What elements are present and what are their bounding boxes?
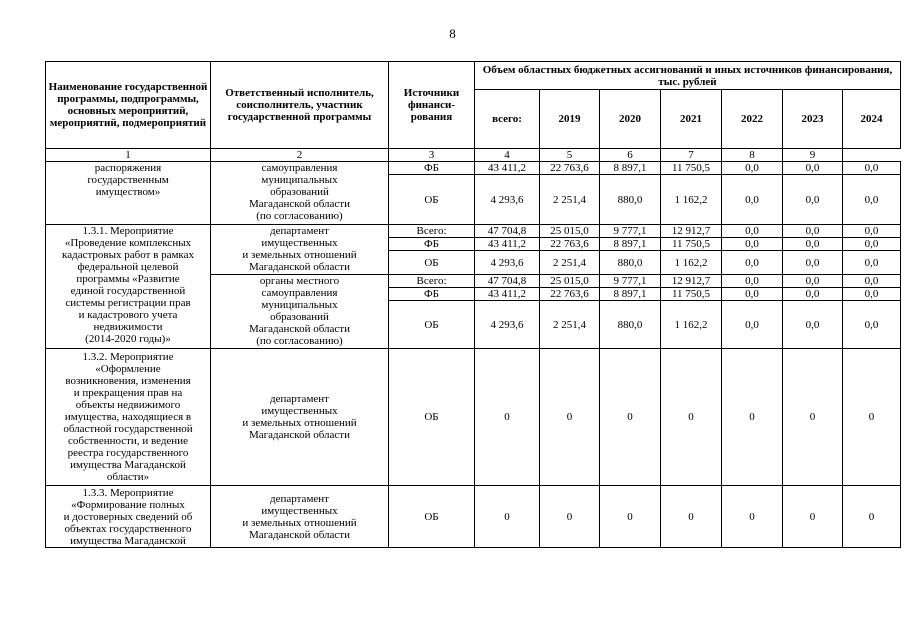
source-cell: ОБ [389, 251, 475, 275]
header-year: 2020 [600, 90, 661, 149]
value-cell: 4 293,6 [475, 251, 540, 275]
value-cell: 0 [843, 349, 901, 486]
value-cell: 0,0 [843, 225, 901, 238]
header-row [46, 62, 901, 90]
value-cell: 12 912,7 [661, 275, 722, 288]
value-cell: 0 [661, 486, 722, 548]
value-cell: 0 [661, 349, 722, 486]
program-name: 1.3.2. Мероприятие «Оформление возникновения, изменения и прекращения прав на объекты недвижимого имущества, находящиеся в областной государственной собственности, и ведение реестра государственного имущества Магаданской области» [46, 349, 211, 486]
value-cell: 0 [843, 486, 901, 548]
value-cell: 0,0 [843, 275, 901, 288]
value-cell: 880,0 [600, 301, 661, 349]
value-cell: 0,0 [783, 301, 843, 349]
value-cell: 2 251,4 [540, 301, 600, 349]
value-cell: 0,0 [722, 301, 783, 349]
value-cell: 11 750,5 [661, 238, 722, 251]
value-cell: 2 251,4 [540, 251, 600, 275]
table-row [46, 162, 901, 175]
value-cell: 880,0 [600, 251, 661, 275]
index-row [46, 149, 901, 162]
header-year: 2024 [843, 90, 901, 149]
value-cell: 2 251,4 [540, 175, 600, 225]
header-name: Наименование государственной программы, подпрограммы, основных мероприятий, мероприятий, подмероприятий [46, 62, 211, 149]
header-total: всего: [475, 90, 540, 149]
value-cell: 0 [600, 349, 661, 486]
index-cell: 5 [540, 149, 600, 162]
index-cell: 2 [211, 149, 389, 162]
value-cell: 0,0 [722, 175, 783, 225]
value-cell: 0,0 [843, 301, 901, 349]
program-name: 1.3.1. Мероприятие «Проведение комплексных кадастровых работ в рамках федеральной целевой программы «Развитие единой государственной системы регистрации прав и кадастрового учета недвижимости (2014-2020 годы)» [46, 225, 211, 349]
executor: департамент имущественных и земельных отношений Магаданской области [211, 225, 389, 275]
value-cell: 0 [540, 349, 600, 486]
executor: департамент имущественных и земельных отношений Магаданской области [211, 486, 389, 548]
value-cell: 0,0 [722, 225, 783, 238]
value-cell: 0 [475, 486, 540, 548]
value-cell: 0,0 [843, 175, 901, 225]
value-cell: 1 162,2 [661, 175, 722, 225]
header-year: 2022 [722, 90, 783, 149]
page-number: 8 [449, 26, 456, 41]
table-row [46, 349, 901, 486]
value-cell: 0,0 [843, 238, 901, 251]
header-year: 2023 [783, 90, 843, 149]
index-cell: 9 [783, 149, 843, 162]
budget-table [45, 61, 901, 548]
index-cell: 3 [389, 149, 475, 162]
value-cell: 0,0 [783, 288, 843, 301]
value-cell: 0,0 [722, 275, 783, 288]
header-volume: Объем областных бюджетных ассигнований и иных источников финансирования, тыс. рублей [475, 62, 901, 90]
source-cell: ФБ [389, 238, 475, 251]
value-cell: 11 750,5 [661, 288, 722, 301]
value-cell: 12 912,7 [661, 225, 722, 238]
source-cell: ФБ [389, 162, 475, 175]
value-cell: 9 777,1 [600, 275, 661, 288]
value-cell: 0,0 [722, 251, 783, 275]
value-cell: 47 704,8 [475, 225, 540, 238]
executor: самоуправления муниципальных образований Магаданской области (по согласованию) [211, 162, 389, 225]
source-cell: ОБ [389, 486, 475, 548]
value-cell: 0 [722, 486, 783, 548]
executor: департамент имущественных и земельных отношений Магаданской области [211, 349, 389, 486]
value-cell: 22 763,6 [540, 238, 600, 251]
program-name: распоряжения государственным имуществом» [46, 162, 211, 225]
value-cell: 43 411,2 [475, 238, 540, 251]
source-cell: Всего: [389, 275, 475, 288]
table-row [46, 486, 901, 548]
value-cell: 0,0 [722, 238, 783, 251]
index-cell: 8 [722, 149, 783, 162]
source-cell: ОБ [389, 349, 475, 486]
value-cell: 4 293,6 [475, 301, 540, 349]
header-year: 2021 [661, 90, 722, 149]
index-cell: 1 [46, 149, 211, 162]
value-cell: 25 015,0 [540, 225, 600, 238]
value-cell: 0,0 [783, 275, 843, 288]
index-cell: 6 [600, 149, 661, 162]
value-cell: 43 411,2 [475, 162, 540, 175]
value-cell: 0 [722, 349, 783, 486]
source-cell: ФБ [389, 288, 475, 301]
header-source: Источники финанси-рования [389, 62, 475, 149]
index-cell: 4 [475, 149, 540, 162]
executor: органы местного самоуправления муниципальных образований Магаданской области (по согласованию) [211, 275, 389, 349]
value-cell: 0,0 [783, 225, 843, 238]
value-cell: 47 704,8 [475, 275, 540, 288]
source-cell: ОБ [389, 175, 475, 225]
value-cell: 8 897,1 [600, 288, 661, 301]
value-cell: 1 162,2 [661, 301, 722, 349]
table-row [46, 225, 901, 238]
source-cell: Всего: [389, 225, 475, 238]
value-cell: 22 763,6 [540, 162, 600, 175]
value-cell: 8 897,1 [600, 162, 661, 175]
value-cell: 25 015,0 [540, 275, 600, 288]
value-cell: 0,0 [843, 288, 901, 301]
value-cell: 0 [600, 486, 661, 548]
value-cell: 0,0 [843, 251, 901, 275]
value-cell: 0 [783, 486, 843, 548]
value-cell: 0,0 [722, 162, 783, 175]
value-cell: 0,0 [783, 238, 843, 251]
value-cell: 9 777,1 [600, 225, 661, 238]
source-cell: ОБ [389, 301, 475, 349]
value-cell: 0 [540, 486, 600, 548]
value-cell: 1 162,2 [661, 251, 722, 275]
header-year: 2019 [540, 90, 600, 149]
program-name: 1.3.3. Мероприятие «Формирование полных и достоверных сведений об объектах государственного имущества Магаданской [46, 486, 211, 548]
value-cell: 0 [475, 349, 540, 486]
value-cell: 0,0 [722, 288, 783, 301]
value-cell: 0,0 [783, 162, 843, 175]
value-cell: 0,0 [843, 162, 901, 175]
value-cell: 0,0 [783, 175, 843, 225]
value-cell: 22 763,6 [540, 288, 600, 301]
value-cell: 43 411,2 [475, 288, 540, 301]
value-cell: 8 897,1 [600, 238, 661, 251]
value-cell: 4 293,6 [475, 175, 540, 225]
value-cell: 0 [783, 349, 843, 486]
header-executor: Ответственный исполнитель, соисполнитель, участник государственной программы [211, 62, 389, 149]
value-cell: 11 750,5 [661, 162, 722, 175]
value-cell: 0,0 [783, 251, 843, 275]
value-cell: 880,0 [600, 175, 661, 225]
index-cell: 7 [661, 149, 722, 162]
